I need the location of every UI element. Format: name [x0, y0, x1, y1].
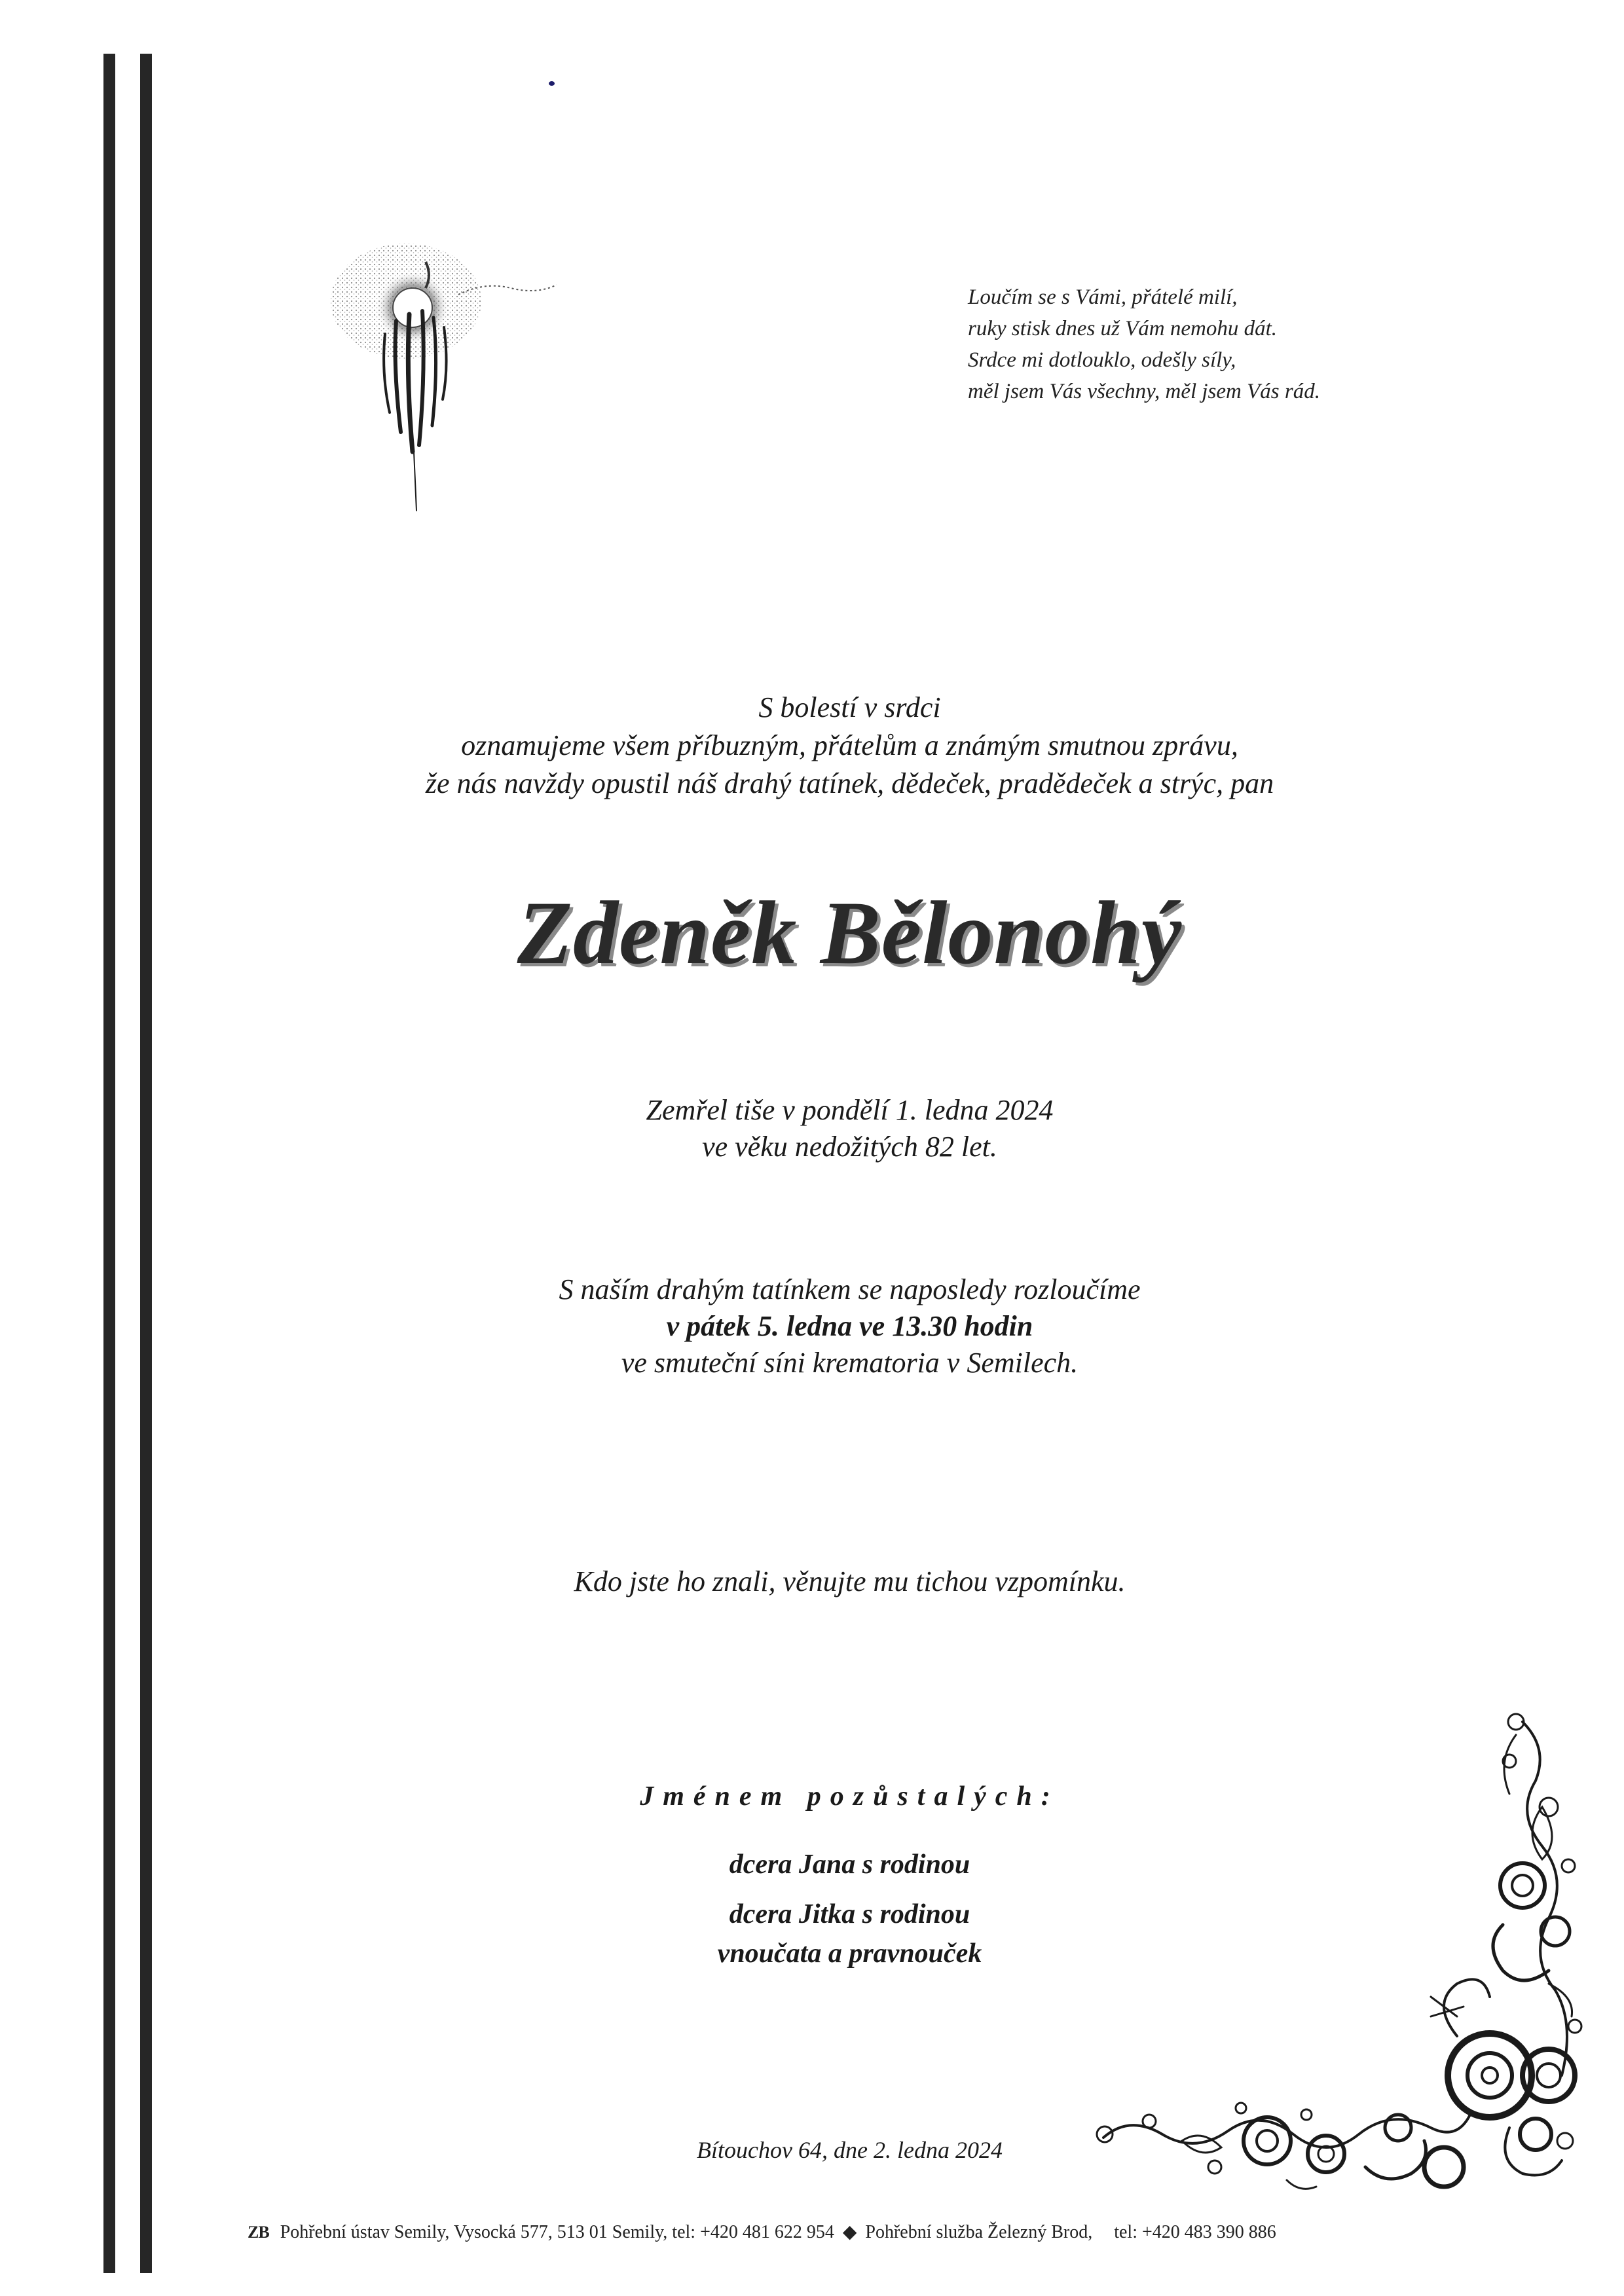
poem — [968, 282, 1466, 407]
age-line: ve věku nedožitých 82 let. — [702, 1131, 997, 1163]
survivor-item: dcera Jana s rodinou — [729, 1850, 970, 1880]
death-info — [196, 1092, 1503, 1165]
survivors-heading: Jménem pozůstalých: — [640, 1781, 1060, 1812]
mourning-bar-left — [103, 54, 115, 2273]
death-date-line: Zemřel tiše v pondělí 1. ledna 2024 — [646, 1094, 1054, 1126]
diamond-separator-icon: ◆ — [842, 2222, 857, 2242]
announcement-intro — [196, 689, 1503, 803]
intro-line: oznamujeme všem příbuzným, přátelům a známým smutnou zprávu, — [461, 729, 1238, 761]
farewell-datetime: v pátek 5. ledna ve 13.30 hodin — [666, 1310, 1033, 1342]
survivor-item: dcera Jitka s rodinou — [729, 1899, 970, 1929]
floral-corner-ornament — [1090, 1709, 1595, 2206]
candle-icon — [327, 236, 563, 524]
farewell-venue: ve smuteční síni krematoria v Semilech. — [621, 1347, 1079, 1379]
deceased-name: Zdeněk Bělonohý — [517, 883, 1183, 983]
survivor-item: vnoučata a pravnouček — [717, 1939, 982, 1969]
intro-line: S bolestí v srdci — [758, 691, 941, 723]
farewell-info — [196, 1271, 1503, 1381]
office-zelezny-brod-phone: tel: +420 483 390 886 — [1114, 2222, 1276, 2242]
poem-line: měl jsem Vás všechny, měl jsem Vás rád. — [968, 380, 1320, 403]
mourning-bar-right — [140, 54, 152, 2273]
poem-line: Loučím se s Vámi, přátelé milí, — [968, 285, 1238, 309]
office-zelezny-brod: Pohřební služba Železný Brod, — [865, 2222, 1093, 2242]
ink-speck — [549, 81, 555, 86]
place-date: Bítouchov 64, dne 2. ledna 2024 — [697, 2137, 1003, 2163]
office-semily: Pohřební ústav Semily, Vysocká 577, 513 01 Semily, tel: +420 481 622 954 — [280, 2222, 834, 2242]
funeral-home-logo: ZB — [248, 2223, 269, 2242]
farewell-line: S naším drahým tatínkem se naposledy rozloučíme — [559, 1273, 1141, 1305]
remembrance-line: Kdo jste ho znali, věnujte mu tichou vzpomínku. — [574, 1565, 1126, 1597]
poem-line: Srdce mi dotlouklo, odešly síly, — [968, 348, 1236, 372]
poem-line: ruky stisk dnes už Vám nemohu dát. — [968, 317, 1278, 340]
intro-line: že nás navždy opustil náš drahý tatínek, dědeček, pradědeček a strýc, pan — [425, 767, 1274, 799]
funeral-service-footer — [248, 2221, 1276, 2244]
